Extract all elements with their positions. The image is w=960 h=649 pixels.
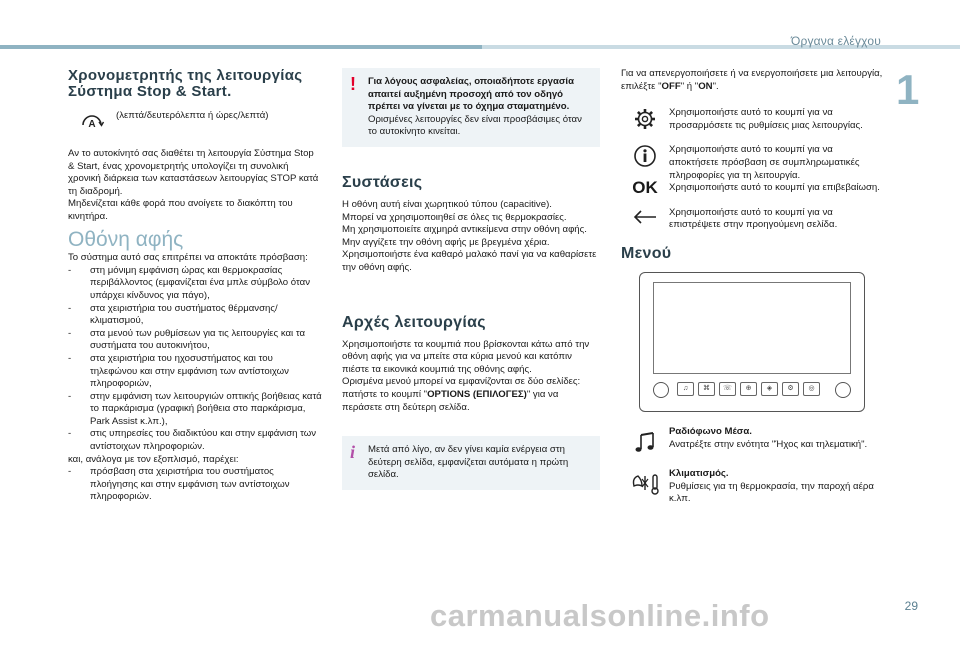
principles-paragraph-2: Ορισμένα μενού μπορεί να εμφανίζονται σε δύο σελίδες: πατήστε το κουμπί "OPTIONS (ΕΠΙΛΟΓΕΣ)" για να περάσετε στη δεύτερη σελίδα. — [342, 376, 581, 413]
section-name: Όργανα ελέγχου — [790, 34, 881, 48]
stop-start-icon — [68, 110, 116, 136]
access-list — [68, 265, 322, 454]
header-bar — [0, 45, 482, 49]
watermark: carmanualsonline.info — [430, 598, 770, 633]
list-item: - στα μενού των ρυθμίσεων για τις λειτουργίες και τα συστήματα του αυτοκινήτου, — [68, 328, 322, 353]
list-item: - στην εμφάνιση των λειτουργιών οπτικής βοήθειας κατά το παρκάρισμα (γραφική βοήθεια στο παρκάρισμα, Park Assist κ.λπ.), — [68, 391, 322, 429]
list-item: - στα χειριστήρια του συστήματος θέρμανσης/ κλιματισμού, — [68, 303, 322, 328]
settings-gear-icon — [621, 107, 669, 131]
menu-radio-text: Ανατρέξτε στην ενότητα "Ήχος και τηλεματική". — [669, 438, 868, 450]
stop-start-timer-title — [68, 68, 322, 100]
advice-p3: Μη χρησιμοποιείτε αιχμηρά αντικείμενα στην οθόνη αφής. — [342, 224, 587, 236]
advice-p1: Η οθόνη αυτή είναι χωρητικού τύπου (capacitive). — [342, 198, 552, 210]
extra-list — [68, 466, 322, 504]
touchscreen-illustration — [639, 272, 865, 412]
warning-icon: ! — [350, 74, 356, 94]
list-item: - πρόσβαση στα χειριστήρια του συστήματος πλοήγησης και στην εμφάνιση των αντίστοιχων πληροφοριών. — [68, 466, 322, 504]
screen-button-icon: ⌘ — [698, 382, 715, 396]
stop-start-paragraph-2: Μηδενίζεται κάθε φορά που ανοίγετε το διακόπτη του κινητήρα. — [68, 198, 293, 222]
chapter-number: 1 — [896, 66, 920, 113]
stop-start-paragraph: Αν το αυτοκίνητό σας διαθέτει τη λειτουργία Σύστημα Stop & Start, ένας χρονομετρητής υπολογίζει τη συνολική χρονική διάρκεια των καταστάσεων λειτουργίας STOP κατά τη διαδρομή. — [68, 148, 319, 197]
column-middle — [342, 68, 600, 490]
title-line-1: Χρονομετρητής της λειτουργίας — [68, 67, 303, 84]
icon-row-settings — [621, 107, 883, 132]
icon-row-back — [621, 207, 883, 232]
advice-p5: Χρησιμοποιήστε ένα καθαρό μαλακό πανί για να καθαρίσετε την οθόνη αφής. — [342, 249, 597, 273]
column-right — [621, 68, 883, 520]
list-item: - στα χειριστήρια του ηχοσυστήματος και του τηλεφώνου και στην εμφάνιση των αντίστοιχων πληροφοριών, — [68, 353, 322, 391]
warning-bold-text: Για λόγους ασφαλείας, οποιαδήποτε εργασία απαιτεί αυξημένη προσοχή από τον οδηγό πρέπει να γίνεται με το όχημα σταματημένο. — [368, 76, 574, 113]
on-off-intro: Για να απενεργοποιήσετε ή να ενεργοποιήσετε μια λειτουργία, επιλέξτε "OFF" ή "ON". — [621, 68, 883, 92]
ok-icon-text: Χρησιμοποιήστε αυτό το κουμπί για επιβεβαίωση. — [669, 182, 880, 194]
title-line-2: Σύστημα Stop & Start. — [68, 83, 232, 100]
svg-text:A: A — [88, 119, 96, 130]
info-box — [342, 436, 600, 490]
info-icon: i — [350, 442, 356, 463]
back-arrow-icon — [621, 207, 669, 227]
advice-p2: Μπορεί να χρησιμοποιηθεί σε όλες τις θερμοκρασίες. — [342, 211, 567, 223]
menu-item-climate — [621, 468, 883, 506]
page-number: 29 — [904, 599, 918, 613]
principles-paragraph-1: Χρησιμοποιήστε τα κουμπιά που βρίσκονται κάτω από την οθόνη αφής για να μπείτε στα κύρια μενού και κατόπιν πιέστε τα εικονικά κουμπιά της οθόνης αφής. — [342, 338, 590, 375]
icon-row-info — [621, 144, 883, 182]
touchscreen-intro: Το σύστημα αυτό σας επιτρέπει να αποκτάτε πρόσβαση: — [68, 252, 308, 264]
stop-start-icon-row — [68, 110, 322, 136]
screen-button-icon: ⊕ — [740, 382, 757, 396]
screen-button-icon: ◎ — [803, 382, 820, 396]
extra-intro: και, ανάλογα με τον εξοπλισμό, παρέχει: — [68, 453, 239, 465]
tune-knob-icon — [835, 382, 851, 398]
ok-icon: OK — [632, 178, 658, 198]
screen-button-icon: ⚙ — [782, 382, 799, 396]
advice-p4: Μην αγγίζετε την οθόνη αφής με βρεγμένα χέρια. — [342, 236, 550, 248]
screen-button-icon: ♫ — [677, 382, 694, 396]
options-label: OPTIONS (ΕΠΙΛΟΓΕΣ) — [427, 388, 527, 400]
header-bar-light — [482, 45, 960, 49]
touchscreen-title: Οθόνη αφής — [68, 227, 184, 251]
info-text: Μετά από λίγο, αν δεν γίνει καμία ενέργεια στη δεύτερη σελίδα, εμφανίζεται αυτόματα η πρώτη σελίδα. — [368, 444, 569, 481]
menu-climate-title: Κλιματισμός. — [669, 467, 729, 479]
menu-climate-text: Ρυθμίσεις για τη θερμοκρασία, την παροχή αέρα κ.λπ. — [669, 480, 874, 505]
advice-title: Συστάσεις — [342, 173, 423, 191]
info-icon — [621, 144, 669, 168]
safety-warning-box — [342, 68, 600, 147]
list-item: - στη μόνιμη εμφάνιση ώρας και θερμοκρασίας περιβάλλοντος (εμφανίζεται ένα μπλε σύμβολο όταν υπάρχει κίνδυνος για πάγο), — [68, 265, 322, 303]
icon-row-ok — [621, 178, 883, 198]
column-left — [68, 68, 322, 504]
menus-title: Μενού — [621, 244, 672, 262]
warning-text: Ορισμένες λειτουργίες δεν είναι προσβάσιμες όταν το αυτοκίνητο κινείται. — [368, 113, 582, 138]
stop-start-icon-caption: (λεπτά/δευτερόλεπτα ή ώρες/λεπτά) — [116, 110, 269, 121]
music-note-icon — [621, 426, 669, 454]
screen-button-icon: ☏ — [719, 382, 736, 396]
screen-display — [653, 282, 851, 374]
menu-item-radio — [621, 426, 883, 454]
screen-button-icon: ◈ — [761, 382, 778, 396]
info-icon-text: Χρησιμοποιήστε αυτό το κουμπί για να αποκτήσετε πρόσβαση σε συμπληρωματικές πληροφορίες για τη λειτουργία. — [669, 144, 860, 181]
principles-title: Αρχές λειτουργίας — [342, 313, 486, 331]
on-label: ON — [698, 80, 713, 92]
settings-icon-text: Χρησιμοποιήστε αυτό το κουμπί για να προσαρμόσετε τις ρυθμίσεις μιας λειτουργίας. — [669, 107, 863, 131]
off-label: OFF — [661, 80, 681, 92]
back-icon-text: Χρησιμοποιήστε αυτό το κουμπί για να επιστρέψετε στην προηγούμενη σελίδα. — [669, 206, 838, 231]
volume-knob-icon — [653, 382, 669, 398]
menu-radio-title: Ραδιόφωνο Μέσα. — [669, 425, 752, 437]
climate-icon — [621, 468, 669, 496]
list-item: - στις υπηρεσίες του διαδικτύου και στην εμφάνιση των αντίστοιχων πληροφοριών. — [68, 428, 322, 453]
